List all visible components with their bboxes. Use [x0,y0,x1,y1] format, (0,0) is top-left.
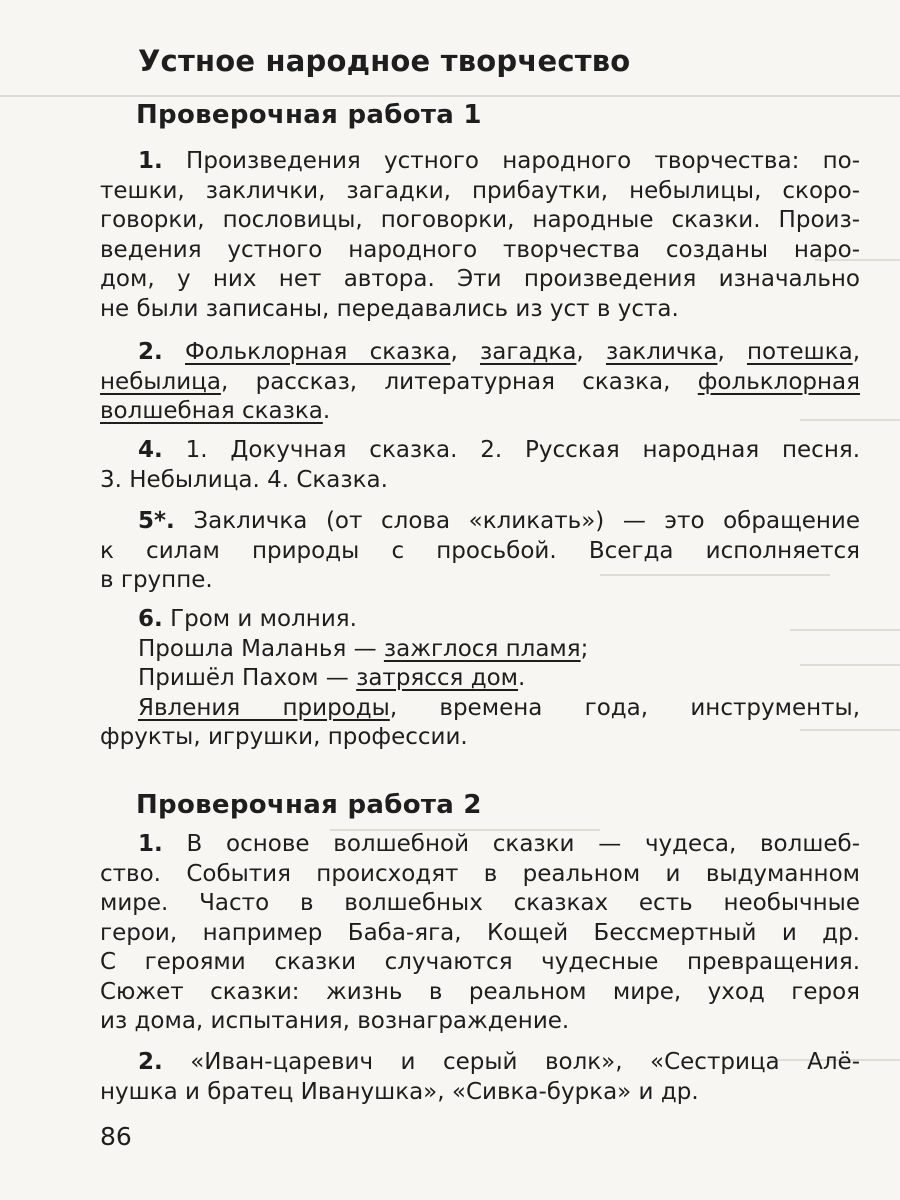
task-number: 1. [138,148,163,174]
task-number: 1. [138,831,163,857]
text-line: дом, у них нет автора. Эти произведения изначально [100,266,860,292]
text-line: не были записаны, передавались из уст в уста. [100,295,679,322]
text-line: Произведения устного народного творчества: по- [186,148,861,174]
work-1-task-2: 2. Фольклорная сказка, загадка, закличка, потешка, небылица, рассказ, литературная сказка, фольклорная волшебная сказка. [100,339,861,424]
text-line: говорки, пословицы, поговорки, народные сказки. Произ- [100,207,860,233]
text-line: мире. Часто в волшебных сказках есть необычные [100,890,860,916]
text-fragment: Пришёл Пахом — [138,665,349,691]
text-line: Гром и молния. [170,606,357,632]
text-line: фрукты, игрушки, профессии. [100,724,468,750]
text-fragment: времена года, инструменты, [439,694,861,721]
text-line: ство. События происходят в реальном и выдуманном [100,860,860,887]
task-number: 4. [138,437,163,463]
text-line: 1. Докучная сказка. 2. Русская народная песня. [185,437,861,463]
text-line: из дома, испытания, вознаграждение. [100,1008,570,1034]
text-fragment: Прошла Маланья — [138,635,377,662]
text-line: герои, например Баба-яга, Кощей Бессмертный и др. [100,919,860,946]
text-line: Сюжет сказки: жизнь в реальном мире, уход героя [100,978,860,1005]
text-line: Закличка (от слова «кликать») — это обращение [193,508,861,534]
text-line: в группе. [100,567,213,593]
text-line: тешки, заклички, загадки, прибаутки, небылицы, скоро- [100,177,860,204]
work-1-title: Проверочная работа 1 [136,100,482,130]
underlined-answer: загадка [480,339,577,365]
text-line: к силам природы с просьбой. Всегда исполняется [100,537,860,564]
task-number: 5*. [138,508,175,534]
task-number: 2. [138,1049,163,1075]
text-fragment: рассказ, литературная сказка, [255,368,671,395]
underlined-answer: Фольклорная сказка [185,339,451,365]
text-line: В основе волшебной сказки — чудеса, волшеб- [186,831,860,857]
work-1-task-5 [100,507,860,596]
text-line: 3. Небылица. 4. Сказка. [100,466,388,493]
work-2-task-2 [100,1048,860,1107]
underlined-answer: фольклорная [697,368,860,395]
work-1-task-4 [100,436,860,495]
work-2-title: Проверочная работа 2 [136,790,482,820]
text-line: «Иван-царевич и серый волк», «Сестрица Алё- [190,1049,860,1075]
work-1-task-1 [100,147,860,324]
task-number: 6. [138,606,163,632]
underlined-answer: затрясся дом [356,665,519,691]
underlined-answer: потешка [747,339,853,365]
text-line: С героями сказки случаются чудесные превращения. [100,949,860,975]
underlined-answer: волшебная сказка [100,398,323,424]
chapter-title: Устное народное творчество [138,44,631,78]
work-1-task-6: 6. Гром и молния. Прошла Маланья — зажглося пламя; Пришёл Пахом — затрясся дом. Явления природы, времена года, инструменты, фрукты, игрушки, профессии. [100,606,861,750]
task-number: 2. [138,339,163,365]
underlined-answer: Явления природы [138,694,390,721]
underlined-answer: закличка [605,339,718,365]
work-2-task-1 [100,830,860,1037]
text-line: ведения устного народного творчества созданы наро- [100,236,860,263]
underlined-answer: небылица [100,368,221,395]
text-line: нушка и братец Иванушка», «Сивка-бурка» и др. [100,1078,699,1105]
underlined-answer: зажглося пламя [383,635,581,662]
page-number: 86 [100,1122,132,1151]
